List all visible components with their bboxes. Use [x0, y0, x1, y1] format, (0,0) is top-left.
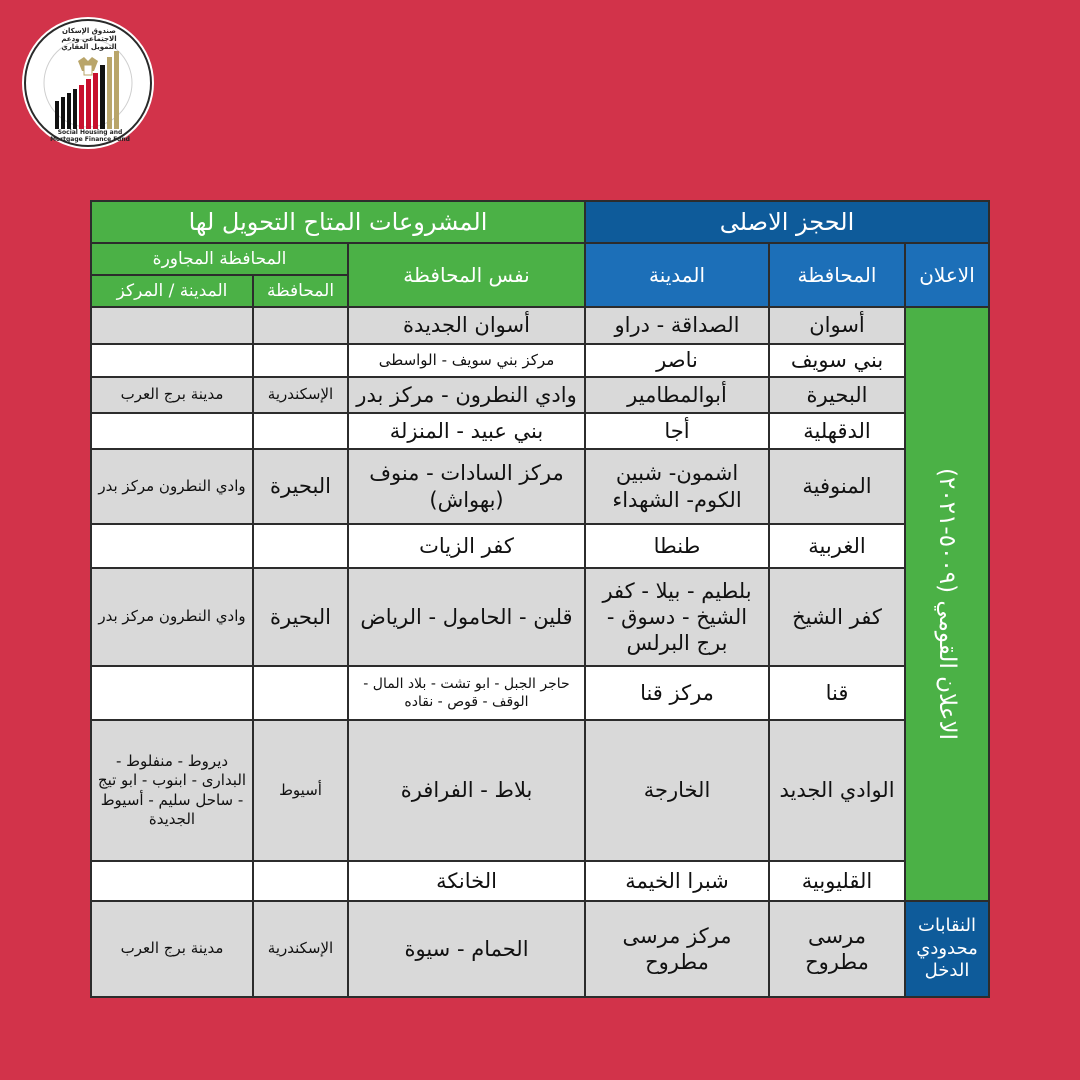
logo-english-text: Social Housing and Mortgage Finance Fund: [50, 129, 130, 143]
header-original-booking: الحجز الاصلى: [586, 202, 988, 242]
cell-same-governorate: الخانكة: [349, 862, 584, 900]
cell-city: بلطيم - بيلا - كفر الشيخ - دسوق - برج البرلس: [586, 569, 768, 665]
header-announcement: الاعلان: [906, 244, 988, 306]
cell-city: الخارجة: [586, 721, 768, 860]
cell-neighbor-governorate: [254, 862, 347, 900]
cell-neighbor-city: مدينة برج العرب: [92, 902, 252, 996]
cell-same-governorate: حاجر الجبل - ابو تشت - بلاد المال - الوقف - قوص - نقاده: [349, 667, 584, 719]
national-announcement-cell: [906, 308, 988, 900]
cell-neighbor-governorate: الإسكندرية: [254, 902, 347, 996]
cell-neighbor-governorate: البحيرة: [254, 569, 347, 665]
header-neighboring-governorate: المحافظة المجاورة: [92, 244, 347, 274]
cell-governorate: قنا: [770, 667, 904, 719]
cell-neighbor-governorate: الإسكندرية: [254, 378, 347, 412]
cell-neighbor-governorate: [254, 525, 347, 567]
cell-neighbor-governorate: البحيرة: [254, 450, 347, 523]
cell-governorate: كفر الشيخ: [770, 569, 904, 665]
cell-city: أبوالمطامير: [586, 378, 768, 412]
cell-neighbor-governorate: [254, 414, 347, 448]
header-city: المدينة: [586, 244, 768, 306]
national-announcement-label: الاعلان القومي (٥٠٠٩-٢٠٢١): [934, 468, 960, 740]
cell-same-governorate: مركز بني سويف - الواسطى: [349, 345, 584, 376]
cell-neighbor-city: [92, 414, 252, 448]
cell-same-governorate: قلين - الحامول - الرياض: [349, 569, 584, 665]
header-neighbor-city: المدينة / المركز: [92, 276, 252, 306]
cell-governorate: أسوان: [770, 308, 904, 343]
cell-city: طنطا: [586, 525, 768, 567]
cell-governorate: المنوفية: [770, 450, 904, 523]
cell-same-governorate: وادي النطرون - مركز بدر: [349, 378, 584, 412]
cell-city: ناصر: [586, 345, 768, 376]
cell-same-governorate: أسوان الجديدة: [349, 308, 584, 343]
header-transfer-projects: المشروعات المتاح التحويل لها: [92, 202, 584, 242]
syndicates-cell: النقابات محدودي الدخل: [906, 902, 988, 996]
cell-neighbor-city: وادي النطرون مركز بدر: [92, 569, 252, 665]
header-same-governorate: نفس المحافظة: [349, 244, 584, 306]
cell-governorate: الوادي الجديد: [770, 721, 904, 860]
cell-neighbor-governorate: أسيوط: [254, 721, 347, 860]
cell-governorate: الدقهلية: [770, 414, 904, 448]
logo-arabic-text: صندوق الإسكان الاجتماعي ودعم التمويل العقاري: [61, 27, 117, 51]
cell-city: مركز مرسى مطروح: [586, 902, 768, 996]
cell-same-governorate: الحمام - سيوة: [349, 902, 584, 996]
cell-neighbor-governorate: [254, 308, 347, 343]
cell-neighbor-governorate: [254, 667, 347, 719]
cell-neighbor-city: [92, 345, 252, 376]
cell-same-governorate: بلاط - الفرافرة: [349, 721, 584, 860]
cell-city: شبرا الخيمة: [586, 862, 768, 900]
cell-neighbor-city: [92, 308, 252, 343]
header-neighbor-gov: المحافظة: [254, 276, 347, 306]
cell-neighbor-city: [92, 862, 252, 900]
cell-governorate: البحيرة: [770, 378, 904, 412]
cell-neighbor-city: [92, 525, 252, 567]
cell-neighbor-governorate: [254, 345, 347, 376]
cell-same-governorate: كفر الزيات: [349, 525, 584, 567]
cell-city: الصداقة - دراو: [586, 308, 768, 343]
cell-governorate: بني سويف: [770, 345, 904, 376]
cell-city: أجا: [586, 414, 768, 448]
cell-governorate: القليوبية: [770, 862, 904, 900]
cell-governorate: الغربية: [770, 525, 904, 567]
cell-city: اشمون- شبين الكوم- الشهداء: [586, 450, 768, 523]
cell-governorate: مرسى مطروح: [770, 902, 904, 996]
cell-neighbor-city: مدينة برج العرب: [92, 378, 252, 412]
cell-neighbor-city: [92, 667, 252, 719]
cell-same-governorate: مركز السادات - منوف (بهواش): [349, 450, 584, 523]
housing-transfer-table: [90, 200, 990, 998]
cell-neighbor-city: وادي النطرون مركز بدر: [92, 450, 252, 523]
cell-neighbor-city: ديروط - منفلوط - البدارى - ابنوب - ابو تيج - ساحل سليم - أسيوط الجديدة: [92, 721, 252, 860]
cell-same-governorate: بني عبيد - المنزلة: [349, 414, 584, 448]
header-governorate: المحافظة: [770, 244, 904, 306]
cell-city: مركز قنا: [586, 667, 768, 719]
fund-logo: [22, 17, 154, 149]
